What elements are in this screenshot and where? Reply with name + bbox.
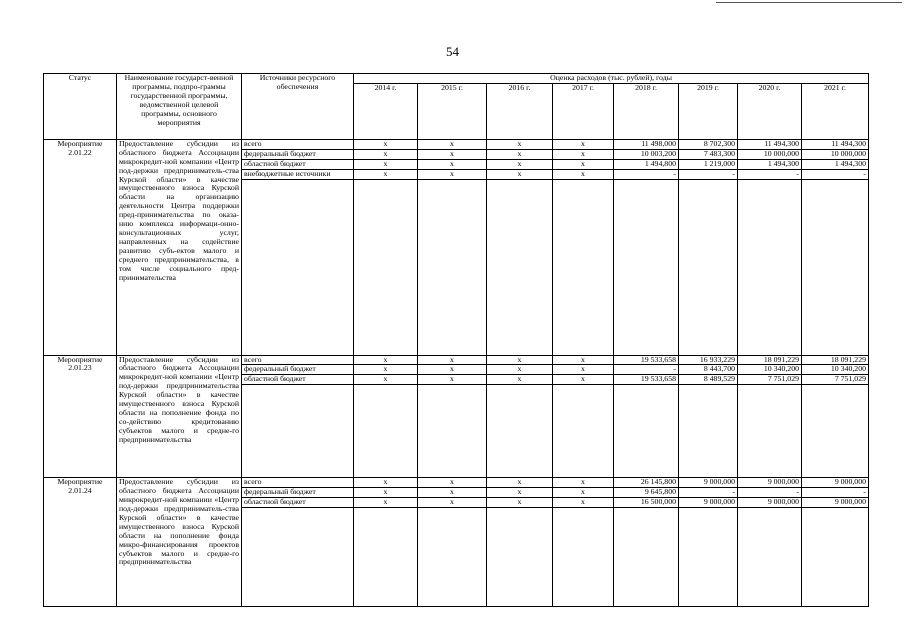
activity-status: Мероприятие 2.01.24 <box>44 478 117 607</box>
amount-cell: x <box>553 139 614 149</box>
amount-cell: x <box>553 488 614 498</box>
amount-cell: 19 533,658 <box>614 375 679 385</box>
amount-cell: x <box>487 159 553 169</box>
amount-cell: x <box>553 498 614 508</box>
amount-cell: - <box>679 169 738 179</box>
amount-cell: 8 702,300 <box>679 139 738 149</box>
table-row <box>44 139 869 149</box>
amount-cell: 9 000,000 <box>738 478 802 488</box>
activity-status: Мероприятие 2.01.23 <box>44 355 117 478</box>
table-header <box>44 74 869 140</box>
funding-source: внебюджетные источники <box>242 169 354 179</box>
amount-cell: - <box>802 169 869 179</box>
funding-source: всего <box>242 355 354 365</box>
header-sources: Источники ресурсного обеспечения <box>242 74 354 140</box>
empty-cell <box>553 385 614 478</box>
header-year: 2019 г. <box>679 83 738 139</box>
table-row <box>44 355 869 365</box>
amount-cell: x <box>553 169 614 179</box>
amount-cell: x <box>553 365 614 375</box>
activity-name: Предоставление субсидии из областного бюджета Ассоциации микрокредит-ной компании «Центр под-держки предприниматель-ства Курской области» в качестве имущественного взноса Курской области на пополнение фонда микро-финансирования проектов субъектов малого и средне-го предпринимательства <box>117 478 242 607</box>
empty-cell <box>738 385 802 478</box>
empty-cell <box>487 507 553 606</box>
empty-cell <box>802 385 869 478</box>
amount-cell: 10 000,000 <box>802 149 869 159</box>
empty-cell <box>354 507 418 606</box>
empty-cell <box>487 179 553 355</box>
amount-cell: 10 340,200 <box>738 365 802 375</box>
empty-cell <box>242 385 354 478</box>
amount-cell: - <box>679 488 738 498</box>
amount-cell: 1 219,000 <box>679 159 738 169</box>
amount-cell: 9 000,000 <box>802 478 869 488</box>
header-year: 2016 г. <box>487 83 553 139</box>
empty-cell <box>354 179 418 355</box>
amount-cell: x <box>418 488 487 498</box>
empty-cell <box>614 507 679 606</box>
amount-cell: 11 494,300 <box>738 139 802 149</box>
amount-cell: x <box>487 169 553 179</box>
amount-cell: x <box>553 149 614 159</box>
header-name: Наименование государст-венной программы, подпро-граммы государственной программы, ведомственной целевой программы, основного мероприятия <box>117 74 242 140</box>
amount-cell: 7 483,300 <box>679 149 738 159</box>
empty-cell <box>487 385 553 478</box>
top-rule <box>716 2 902 3</box>
table-body <box>44 139 869 606</box>
amount-cell: - <box>738 169 802 179</box>
amount-cell: - <box>614 169 679 179</box>
amount-cell: 8 443,700 <box>679 365 738 375</box>
amount-cell: 1 494,800 <box>614 159 679 169</box>
amount-cell: 7 751,029 <box>802 375 869 385</box>
empty-cell <box>242 507 354 606</box>
activity-name: Предоставление субсидии из областного бюджета Ассоциации микрокредит-ной компании «Центр под-держки предпринимательства Курской области» в качестве имущественного взноса Курской области на пополнение фонда по со-действию кредитованию субъектов малого и средне-го предпринимательства <box>117 355 242 478</box>
empty-cell <box>738 179 802 355</box>
header-year: 2018 г. <box>614 83 679 139</box>
amount-cell: 19 533,658 <box>614 355 679 365</box>
empty-cell <box>738 507 802 606</box>
header-status: Статус <box>44 74 117 140</box>
header-year: 2021 г. <box>802 83 869 139</box>
empty-cell <box>679 507 738 606</box>
amount-cell: x <box>418 159 487 169</box>
activity-status: Мероприятие 2.01.22 <box>44 139 117 355</box>
amount-cell: 9 000,000 <box>679 498 738 508</box>
amount-cell: - <box>738 488 802 498</box>
funding-source: федеральный бюджет <box>242 365 354 375</box>
amount-cell: x <box>487 478 553 488</box>
amount-cell: x <box>553 375 614 385</box>
amount-cell: x <box>354 169 418 179</box>
amount-cell: x <box>487 139 553 149</box>
amount-cell: 11 494,300 <box>802 139 869 149</box>
amount-cell: 9 645,800 <box>614 488 679 498</box>
amount-cell: x <box>553 159 614 169</box>
funding-source: всего <box>242 478 354 488</box>
amount-cell: 10 003,200 <box>614 149 679 159</box>
header-year: 2020 г. <box>738 83 802 139</box>
amount-cell: 10 000,000 <box>738 149 802 159</box>
amount-cell: x <box>418 375 487 385</box>
empty-cell <box>614 179 679 355</box>
amount-cell: x <box>354 159 418 169</box>
amount-cell: 1 494,300 <box>802 159 869 169</box>
header-year: 2017 г. <box>553 83 614 139</box>
amount-cell: 18 091,229 <box>802 355 869 365</box>
empty-cell <box>802 507 869 606</box>
amount-cell: x <box>487 365 553 375</box>
empty-cell <box>614 385 679 478</box>
empty-cell <box>679 179 738 355</box>
amount-cell: x <box>487 149 553 159</box>
amount-cell: x <box>487 488 553 498</box>
amount-cell: x <box>418 169 487 179</box>
budget-table <box>43 73 869 607</box>
amount-cell: x <box>553 355 614 365</box>
empty-cell <box>553 179 614 355</box>
amount-cell: x <box>553 478 614 488</box>
amount-cell: 18 091,229 <box>738 355 802 365</box>
empty-cell <box>802 179 869 355</box>
empty-cell <box>354 385 418 478</box>
amount-cell: x <box>354 498 418 508</box>
amount-cell: x <box>354 375 418 385</box>
amount-cell: x <box>487 498 553 508</box>
amount-cell: x <box>487 375 553 385</box>
amount-cell: x <box>418 149 487 159</box>
amount-cell: 1 494,300 <box>738 159 802 169</box>
funding-source: областной бюджет <box>242 159 354 169</box>
activity-name: Предоставление субсидии из областного бюджета Ассоциации микрокредит-ной компании «Центр под-держки предприниматель-ства Курской области» в качестве имущественного взноса Курской области на организацию деятельности Центра поддержки пред-принимательства по оказа-нию комплекса информаци-онно-консультационных услуг, направленных на содействие развитию субъ-ектов малого и среднего предпринимательства, в том числе социального пред-принимательства <box>117 139 242 355</box>
empty-cell <box>553 507 614 606</box>
amount-cell: 16 500,000 <box>614 498 679 508</box>
amount-cell: - <box>614 365 679 375</box>
amount-cell: 16 933,229 <box>679 355 738 365</box>
header-year: 2014 г. <box>354 83 418 139</box>
amount-cell: x <box>354 478 418 488</box>
empty-cell <box>418 507 487 606</box>
amount-cell: 8 489,529 <box>679 375 738 385</box>
page-number: 54 <box>446 44 459 59</box>
amount-cell: x <box>354 355 418 365</box>
amount-cell: 9 000,000 <box>802 498 869 508</box>
funding-source: всего <box>242 139 354 149</box>
amount-cell: x <box>354 139 418 149</box>
funding-source: областной бюджет <box>242 498 354 508</box>
amount-cell: - <box>802 488 869 498</box>
header-estimate: Оценка расходов (тыс. рублей), годы <box>354 74 869 84</box>
amount-cell: x <box>418 139 487 149</box>
empty-cell <box>418 179 487 355</box>
empty-cell <box>418 385 487 478</box>
amount-cell: x <box>487 355 553 365</box>
funding-source: федеральный бюджет <box>242 488 354 498</box>
amount-cell: x <box>418 478 487 488</box>
amount-cell: 26 145,800 <box>614 478 679 488</box>
empty-cell <box>242 179 354 355</box>
table-row <box>44 478 869 488</box>
header-year: 2015 г. <box>418 83 487 139</box>
amount-cell: 9 000,000 <box>679 478 738 488</box>
amount-cell: x <box>418 498 487 508</box>
funding-source: федеральный бюджет <box>242 149 354 159</box>
empty-cell <box>679 385 738 478</box>
amount-cell: 11 498,000 <box>614 139 679 149</box>
amount-cell: x <box>354 149 418 159</box>
funding-source: областной бюджет <box>242 375 354 385</box>
amount-cell: x <box>418 365 487 375</box>
amount-cell: 7 751,029 <box>738 375 802 385</box>
amount-cell: x <box>354 365 418 375</box>
amount-cell: 9 000,000 <box>738 498 802 508</box>
amount-cell: x <box>418 355 487 365</box>
amount-cell: 10 340,200 <box>802 365 869 375</box>
amount-cell: x <box>354 488 418 498</box>
